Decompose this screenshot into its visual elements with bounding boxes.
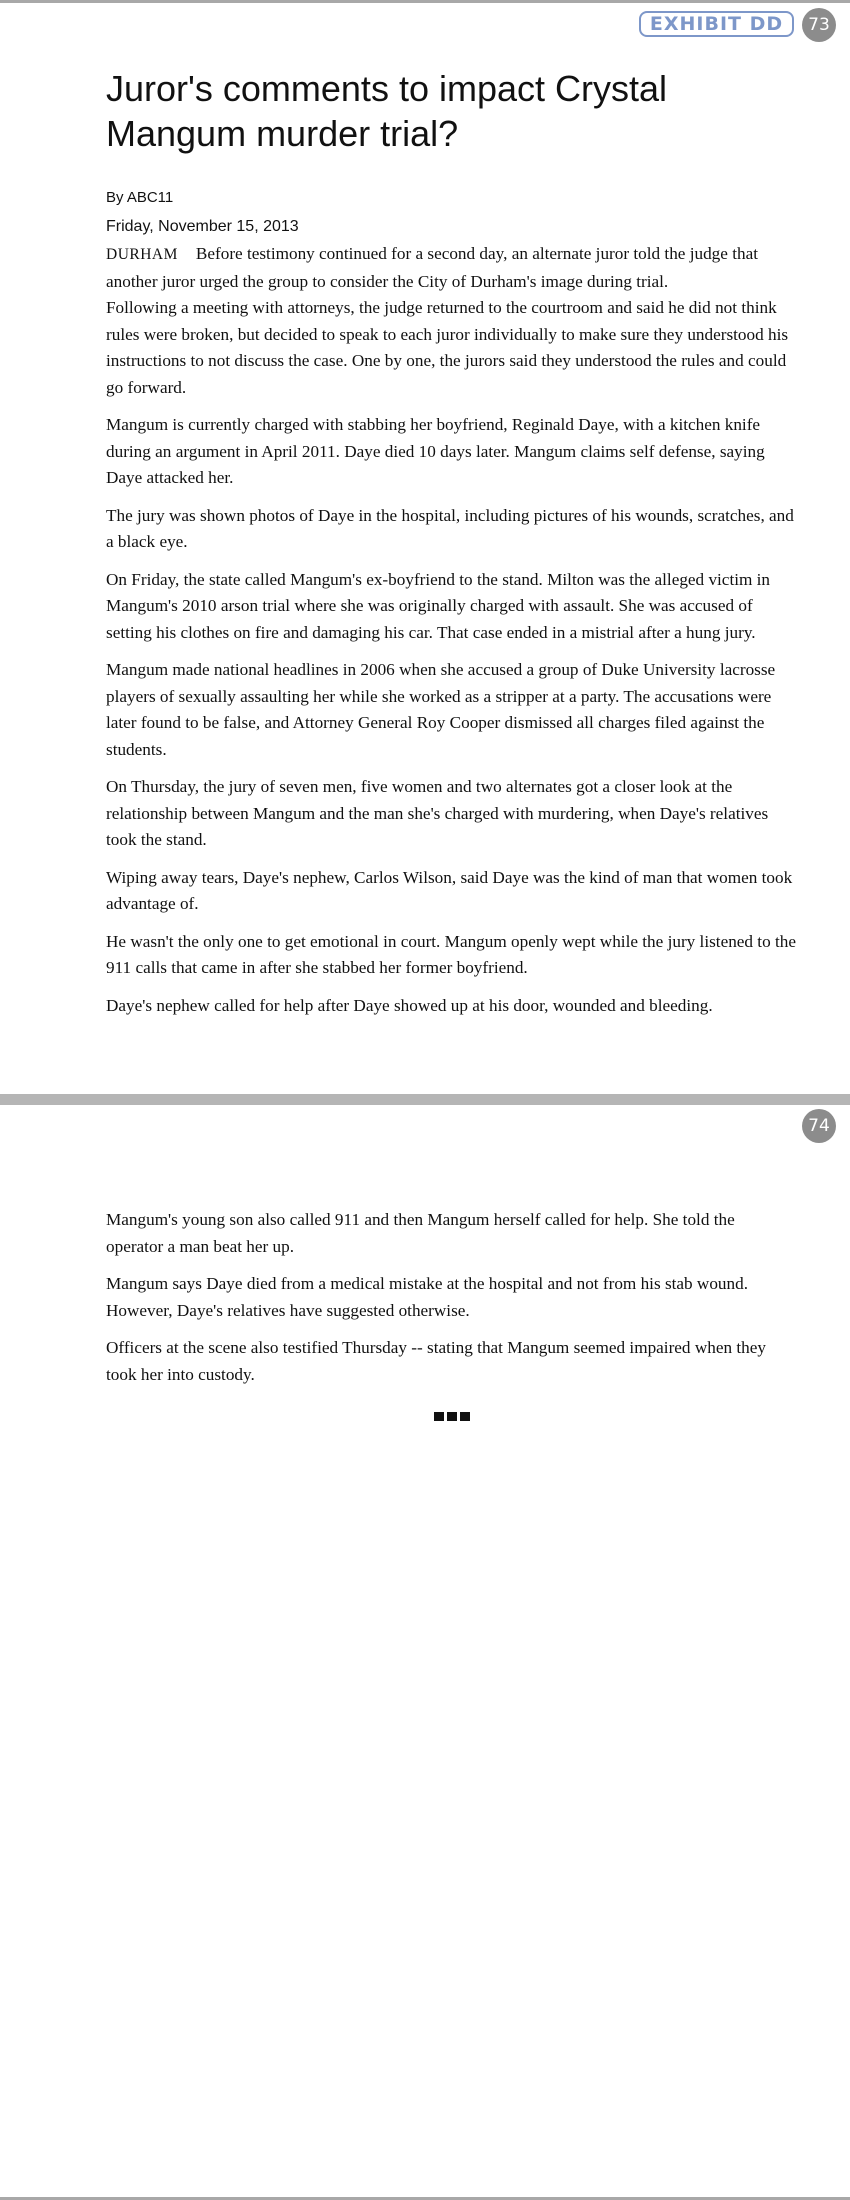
article-title: Juror's comments to impact Crystal Mangum murder trial?	[106, 68, 668, 154]
article-paragraph: Following a meeting with attorneys, the judge returned to the courtroom and said he did not think rules were broken, but decided to speak to each juror individually to make sure they understood his instructions to not discuss the case. One by one, the jurors said they understood the rules and could go forward.	[106, 298, 789, 397]
article-paragraph: Mangum made national headlines in 2006 when she accused a group of Duke University lacrosse players of sexually assaulting her while she worked as a stripper at a party. The accusations were later found to be false, and Attorney General Roy Cooper dismissed all charges filed against the students.	[106, 660, 776, 759]
article-byline: By ABC11	[106, 189, 174, 206]
article-paragraph: Daye's nephew called for help after Daye showed up at his door, wounded and bleeding.	[106, 995, 713, 1015]
article-date: Friday, November 15, 2013	[106, 218, 299, 235]
article-paragraph: Mangum is currently charged with stabbing her boyfriend, Reginald Daye, with a kitchen knife during an argument in April 2011. Daye died 10 days later. Mangum claims self defense, saying Daye attacked her.	[106, 415, 765, 487]
end-square	[434, 1412, 444, 1421]
page-number-badge: 73	[802, 8, 836, 42]
page-separator	[0, 1094, 850, 1105]
dateline-label: DURHAM	[106, 246, 178, 263]
page-number-badge: 74	[802, 1109, 836, 1143]
article-paragraph: On Friday, the state called Mangum's ex-boyfriend to the stand. Milton was the alleged victim in Mangum's 2010 arson trial where she was originally charged with assault. She was accused of setting his clothes on fire and damaging his car. That case ended in a mistrial after a hung jury.	[106, 569, 771, 642]
article-paragraph: Wiping away tears, Daye's nephew, Carlos Wilson, said Daye was the kind of man that women took advantage of.	[106, 867, 793, 913]
article-body-page-1	[106, 241, 796, 1030]
lead-paragraph	[106, 241, 796, 295]
end-square	[447, 1412, 457, 1421]
article-paragraph: On Thursday, the jury of seven men, five women and two alternates got a closer look at the relationship between Mangum and the man she's charged with murdering, when Daye's relatives took the stand.	[106, 777, 769, 849]
article-paragraph: The jury was shown photos of Daye in the hospital, including pictures of his wounds, scratches, and a black eye.	[106, 505, 794, 551]
exhibit-stamp: EXHIBIT DD	[639, 11, 794, 37]
end-of-article-mark	[434, 1412, 470, 1421]
page-top-rule	[0, 0, 850, 3]
article-paragraph: Mangum says Daye died from a medical mistake at the hospital and not from his stab wound. However, Daye's relatives have suggested otherwise.	[106, 1274, 749, 1320]
article-body-page-2	[106, 1207, 796, 1399]
lead-text: Before testimony continued for a second day, an alternate juror told the judge that another juror urged the group to consider the City of Durham's image during trial.	[106, 244, 758, 291]
end-square	[460, 1412, 470, 1421]
article-paragraph: Officers at the scene also testified Thursday -- stating that Mangum seemed impaired when they took her into custody.	[106, 1338, 766, 1384]
article-paragraph: He wasn't the only one to get emotional in court. Mangum openly wept while the jury listened to the 911 calls that came in after she stabbed her former boyfriend.	[106, 931, 796, 977]
article-paragraph: Mangum's young son also called 911 and then Mangum herself called for help. She told the operator a man beat her up.	[106, 1210, 735, 1256]
